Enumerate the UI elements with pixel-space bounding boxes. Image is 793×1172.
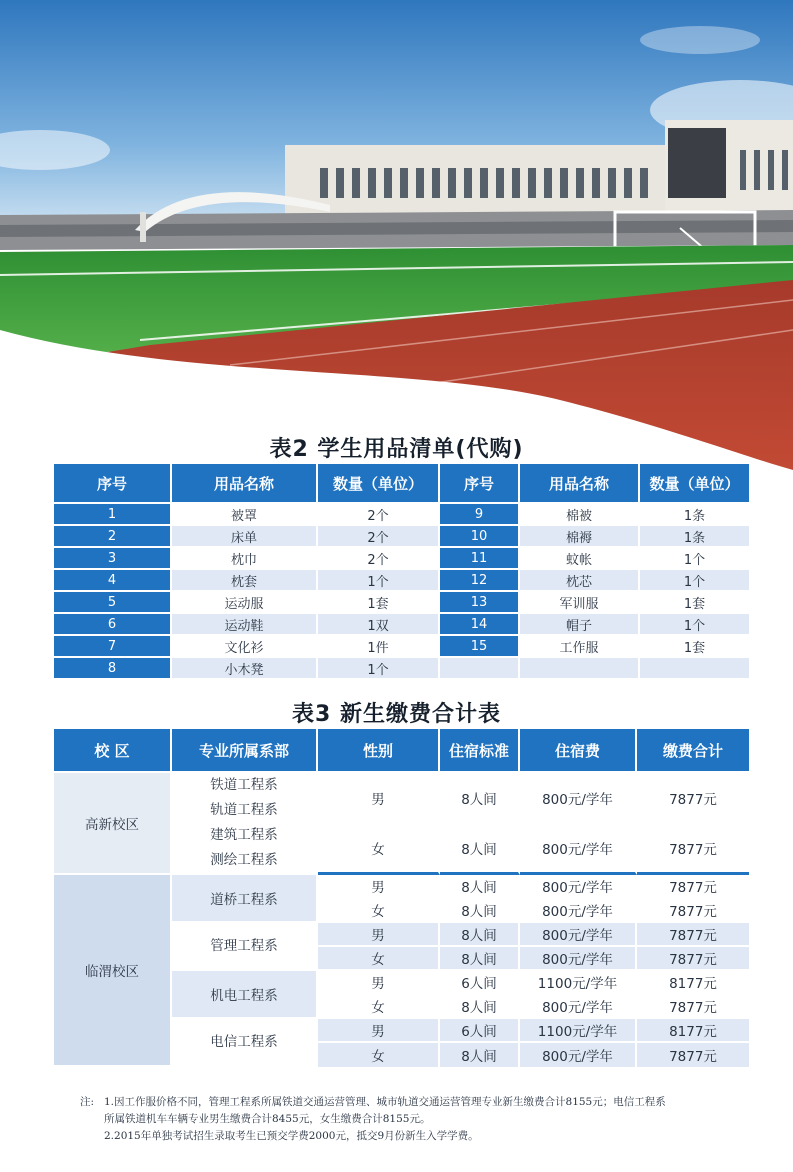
header-no-2: 序号 — [440, 464, 520, 504]
cell-dorm-fee: 800元/学年 — [520, 1043, 637, 1067]
table-row — [54, 636, 749, 658]
fees-table — [54, 729, 749, 1067]
cell-item: 运动服 — [172, 592, 318, 614]
cell-dorm-fee: 800元/学年 — [520, 773, 637, 824]
cell-qty: 1双 — [318, 614, 440, 636]
header-qty: 数量（单位） — [318, 464, 440, 504]
cell-qty: 2个 — [318, 504, 440, 526]
cell-item-2: 蚊帐 — [520, 548, 640, 570]
cell-total-fee: 7877元 — [637, 773, 749, 824]
cell-no: 1 — [54, 504, 172, 526]
note-2: 2.2015年单独考试招生录取考生已预交学费2000元，抵交9月份新生入学学费。 — [104, 1130, 479, 1142]
cell-gender: 男 — [318, 875, 440, 899]
cell-no-2: 9 — [440, 504, 520, 526]
header-item-2: 用品名称 — [520, 464, 640, 504]
table-header-row — [54, 729, 749, 773]
cell-gender: 女 — [318, 824, 440, 875]
header-qty-2: 数量（单位） — [640, 464, 749, 504]
cell-total-fee: 7877元 — [637, 947, 749, 971]
header-gender: 性别 — [318, 729, 440, 773]
cell-no-2: 14 — [440, 614, 520, 636]
cell-total-fee: 7877元 — [637, 923, 749, 947]
cell-gender: 女 — [318, 947, 440, 971]
footnotes — [80, 1094, 770, 1145]
department-name: 道桥工程系 — [172, 875, 318, 923]
cell-qty: 1个 — [318, 570, 440, 592]
cell-total-fee: 7877元 — [637, 824, 749, 875]
department-name: 机电工程系 — [172, 971, 318, 1019]
cell-qty-2: 1个 — [640, 614, 749, 636]
cell-item-2: 帽子 — [520, 614, 640, 636]
table-row — [54, 548, 749, 570]
cell-gender: 男 — [318, 773, 440, 824]
table-row — [54, 658, 749, 678]
cell-dorm-standard: 8人间 — [440, 923, 520, 947]
cell-dorm-standard: 8人间 — [440, 1043, 520, 1067]
notes-label: 注: — [80, 1096, 95, 1108]
campus-name: 高新校区 — [54, 773, 172, 875]
stadium-photo — [0, 0, 793, 470]
cell-dorm-fee: 800元/学年 — [520, 875, 637, 899]
cell-dorm-fee: 1100元/学年 — [520, 971, 637, 995]
cell-no: 3 — [54, 548, 172, 570]
cell-item-2 — [520, 658, 640, 678]
cell-dorm-standard: 6人间 — [440, 971, 520, 995]
department-list — [172, 773, 318, 875]
cell-total-fee: 7877元 — [637, 875, 749, 899]
header-no: 序号 — [54, 464, 172, 504]
table2-title: 表2 学生用品清单(代购) — [269, 437, 524, 462]
cell-qty-2: 1套 — [640, 636, 749, 658]
cell-total-fee: 7877元 — [637, 995, 749, 1019]
cell-gender: 女 — [318, 995, 440, 1019]
cell-no: 6 — [54, 614, 172, 636]
cell-qty-2: 1条 — [640, 504, 749, 526]
cell-no: 4 — [54, 570, 172, 592]
cell-total-fee: 8177元 — [637, 1019, 749, 1043]
cell-gender: 女 — [318, 899, 440, 923]
header-campus: 校 区 — [54, 729, 172, 773]
cell-item-2: 棉褥 — [520, 526, 640, 548]
cell-dorm-standard: 6人间 — [440, 1019, 520, 1043]
cell-gender: 男 — [318, 923, 440, 947]
cell-item: 床单 — [172, 526, 318, 548]
department-name: 管理工程系 — [172, 923, 318, 971]
cell-dorm-fee: 800元/学年 — [520, 824, 637, 875]
cell-dorm-standard: 8人间 — [440, 875, 520, 899]
cell-qty-2: 1个 — [640, 548, 749, 570]
cell-dorm-fee: 800元/学年 — [520, 899, 637, 923]
header-dorm-standard: 住宿标准 — [440, 729, 520, 773]
cell-dorm-fee: 800元/学年 — [520, 923, 637, 947]
cell-dorm-standard: 8人间 — [440, 995, 520, 1019]
cell-qty: 2个 — [318, 526, 440, 548]
header-department: 专业所属系部 — [172, 729, 318, 773]
cell-item-2: 工作服 — [520, 636, 640, 658]
table-row — [54, 875, 749, 899]
cell-no-2: 13 — [440, 592, 520, 614]
table-row — [54, 526, 749, 548]
department-name: 轨道工程系 — [210, 802, 278, 818]
header-item: 用品名称 — [172, 464, 318, 504]
cell-dorm-fee: 1100元/学年 — [520, 1019, 637, 1043]
cell-no-2: 12 — [440, 570, 520, 592]
cell-qty-2: 1条 — [640, 526, 749, 548]
cell-no-2: 10 — [440, 526, 520, 548]
cell-gender: 男 — [318, 1019, 440, 1043]
cell-item-2: 军训服 — [520, 592, 640, 614]
cell-no: 8 — [54, 658, 172, 678]
cell-total-fee: 7877元 — [637, 899, 749, 923]
department-name: 建筑工程系 — [210, 827, 278, 843]
cell-dorm-standard: 8人间 — [440, 947, 520, 971]
table-row — [54, 614, 749, 636]
table-row — [54, 570, 749, 592]
note-1: 1.因工作服价格不同，管理工程系所属铁道交通运营管理、城市轨道交通运营管理专业新生缴费合计8155元；电信工程系 — [104, 1096, 666, 1108]
cell-dorm-standard: 8人间 — [440, 899, 520, 923]
cell-dorm-fee: 800元/学年 — [520, 947, 637, 971]
header-total-fee: 缴费合计 — [637, 729, 749, 773]
cell-dorm-standard: 8人间 — [440, 824, 520, 875]
cell-qty: 2个 — [318, 548, 440, 570]
cell-total-fee: 7877元 — [637, 1043, 749, 1067]
cell-item: 小木凳 — [172, 658, 318, 678]
cell-qty: 1件 — [318, 636, 440, 658]
table-header-row — [54, 464, 749, 504]
cell-no-2 — [440, 658, 520, 678]
campus-name: 临渭校区 — [54, 875, 172, 1067]
cell-total-fee: 8177元 — [637, 971, 749, 995]
cell-item: 运动鞋 — [172, 614, 318, 636]
cell-dorm-fee: 800元/学年 — [520, 995, 637, 1019]
header-dorm-fee: 住宿费 — [520, 729, 637, 773]
cell-qty: 1套 — [318, 592, 440, 614]
cell-no: 5 — [54, 592, 172, 614]
cell-qty-2: 1个 — [640, 570, 749, 592]
cell-qty-2 — [640, 658, 749, 678]
supplies-table — [54, 464, 749, 678]
department-name: 测绘工程系 — [210, 852, 278, 868]
table3-title: 表3 新生缴费合计表 — [292, 702, 501, 727]
cell-qty: 1个 — [318, 658, 440, 678]
cell-item-2: 枕芯 — [520, 570, 640, 592]
cell-no: 2 — [54, 526, 172, 548]
cell-item: 文化衫 — [172, 636, 318, 658]
department-name: 电信工程系 — [172, 1019, 318, 1067]
table-row — [54, 592, 749, 614]
table-row — [54, 773, 749, 824]
cell-item-2: 棉被 — [520, 504, 640, 526]
cell-item: 被罩 — [172, 504, 318, 526]
cell-no-2: 11 — [440, 548, 520, 570]
cell-no-2: 15 — [440, 636, 520, 658]
cell-qty-2: 1套 — [640, 592, 749, 614]
department-name: 铁道工程系 — [210, 777, 278, 793]
note-1-continued: 所属铁道机车车辆专业男生缴费合计8455元，女生缴费合计8155元。 — [104, 1113, 431, 1125]
table-row — [54, 504, 749, 526]
cell-item: 枕巾 — [172, 548, 318, 570]
cell-gender: 女 — [318, 1043, 440, 1067]
cell-no: 7 — [54, 636, 172, 658]
cell-item: 枕套 — [172, 570, 318, 592]
cell-gender: 男 — [318, 971, 440, 995]
cell-dorm-standard: 8人间 — [440, 773, 520, 824]
